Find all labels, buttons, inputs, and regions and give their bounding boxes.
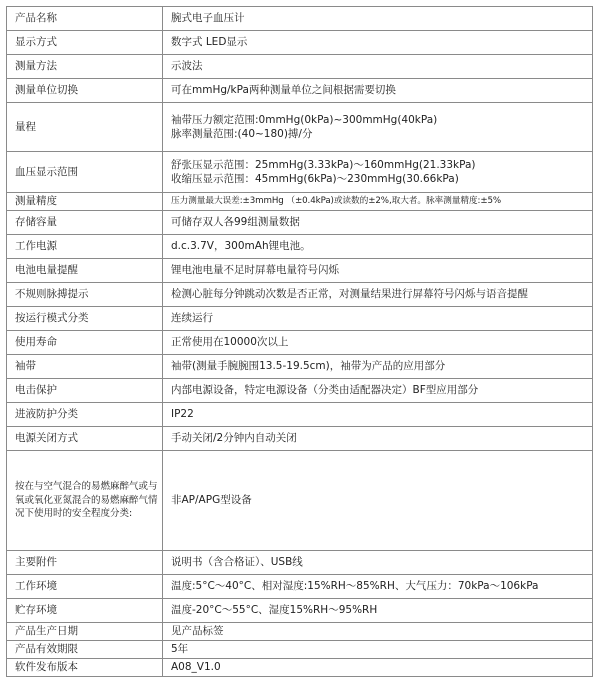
spec-value-line: 腕式电子血压计: [171, 12, 245, 25]
spec-row: [7, 211, 593, 235]
spec-value-line: 可在mmHg/kPa两种测量单位之间根据需要切换: [171, 84, 396, 97]
spec-key: 产品名称: [7, 7, 163, 31]
spec-value-line: 见产品标签: [171, 625, 224, 638]
spec-key: 按运行模式分类: [7, 307, 163, 331]
spec-row: [7, 193, 593, 211]
spec-value: [163, 307, 593, 331]
spec-key: 测量精度: [7, 193, 163, 211]
spec-key: 存储容量: [7, 211, 163, 235]
spec-row: [7, 79, 593, 103]
spec-key: 袖带: [7, 355, 163, 379]
spec-value-line: 正常使用在10000次以上: [171, 336, 289, 349]
spec-key: 进液防护分类: [7, 403, 163, 427]
spec-value: [163, 403, 593, 427]
spec-value-line: 手动关闭/2分钟内自动关闭: [171, 432, 297, 445]
spec-row: [7, 403, 593, 427]
spec-value: [163, 55, 593, 79]
spec-key: 血压显示范围: [7, 152, 163, 193]
spec-key: 量程: [7, 103, 163, 152]
spec-value-line: 检测心脏每分钟跳动次数是否正常，对测量结果进行屏幕符号闪烁与语音提醒: [171, 288, 528, 301]
spec-value-line: 非AP/APG型设备: [171, 494, 252, 507]
spec-value-line: 舒张压显示范围：25mmHg(3.33kPa)～160mmHg(21.33kPa): [171, 158, 476, 171]
spec-value: [163, 575, 593, 599]
spec-value-line: 锂电池电量不足时屏幕电量符号闪烁: [171, 264, 339, 277]
spec-row: [7, 55, 593, 79]
spec-value: [163, 193, 593, 211]
spec-row: [7, 307, 593, 331]
spec-value: [163, 152, 593, 193]
spec-value-line: 袖带(测量手腕腕围13.5-19.5cm)，袖带为产品的应用部分: [171, 360, 446, 373]
spec-table: [6, 6, 593, 677]
spec-value-line: 脉率测量范围:(40~180)搏/分: [171, 128, 313, 140]
spec-value-line: 数字式 LED显示: [171, 36, 248, 49]
spec-row: [7, 259, 593, 283]
spec-row: [7, 331, 593, 355]
spec-key: 电池电量提醒: [7, 259, 163, 283]
spec-row: [7, 379, 593, 403]
spec-key: 工作电源: [7, 235, 163, 259]
spec-key: 电击保护: [7, 379, 163, 403]
spec-value: [163, 451, 593, 551]
spec-value: [163, 641, 593, 659]
spec-value: [163, 331, 593, 355]
spec-key: 显示方式: [7, 31, 163, 55]
spec-row: [7, 7, 593, 31]
spec-value: [163, 31, 593, 55]
spec-value-line: 5年: [171, 643, 189, 656]
spec-key: 产品有效期限: [7, 641, 163, 659]
spec-key: 贮存环境: [7, 599, 163, 623]
spec-row: [7, 551, 593, 575]
spec-key: 使用寿命: [7, 331, 163, 355]
spec-row: [7, 451, 593, 551]
spec-row: [7, 152, 593, 193]
spec-row: [7, 599, 593, 623]
spec-row: [7, 355, 593, 379]
spec-key: 电源关闭方式: [7, 427, 163, 451]
spec-value: [163, 283, 593, 307]
spec-value: [163, 235, 593, 259]
spec-row: [7, 103, 593, 152]
spec-value-line: d.c.3.7V，300mAh锂电池。: [171, 240, 311, 253]
spec-value-line: 示波法: [171, 60, 203, 73]
spec-value: [163, 659, 593, 677]
spec-value-line: 内部电源设备，特定电源设备（分类由适配器决定）BF型应用部分: [171, 384, 479, 397]
spec-row: [7, 427, 593, 451]
spec-value-line: 温度-20°C～55°C、湿度15%RH～95%RH: [171, 604, 378, 617]
spec-value-line: 袖带压力额定范围:0mmHg(0kPa)~300mmHg(40kPa): [171, 113, 438, 126]
spec-value-line: 连续运行: [171, 312, 213, 325]
spec-value: [163, 623, 593, 641]
spec-value: [163, 599, 593, 623]
spec-value: [163, 355, 593, 379]
spec-value: [163, 379, 593, 403]
spec-value: [163, 259, 593, 283]
spec-key: 测量单位切换: [7, 79, 163, 103]
spec-value-line: 温度:5°C～40°C、相对湿度:15%RH～85%RH、大气压力：70kPa～106kPa: [171, 580, 539, 593]
spec-value-line: 收缩压显示范围：45mmHg(6kPa)～230mmHg(30.66kPa): [171, 173, 459, 185]
spec-value: [163, 79, 593, 103]
spec-row: [7, 623, 593, 641]
spec-value: [163, 7, 593, 31]
spec-row: [7, 283, 593, 307]
spec-row: [7, 659, 593, 677]
spec-value: [163, 103, 593, 152]
spec-key: 工作环境: [7, 575, 163, 599]
spec-row: [7, 641, 593, 659]
spec-row: [7, 575, 593, 599]
spec-key: 不规则脉搏提示: [7, 283, 163, 307]
spec-value-line: 压力测量最大误差:±3mmHg （±0.4kPa)或读数的±2%,取大者。脉率测量精度:±5%: [171, 195, 502, 206]
spec-table-body: [7, 7, 593, 677]
spec-value-line: A08_V1.0: [171, 661, 221, 674]
spec-row: [7, 235, 593, 259]
spec-value: [163, 551, 593, 575]
spec-value: [163, 211, 593, 235]
spec-row: [7, 31, 593, 55]
spec-value-line: 可储存双人各99组测量数据: [171, 216, 300, 229]
spec-key: 主要附件: [7, 551, 163, 575]
spec-key: 产品生产日期: [7, 623, 163, 641]
spec-value-line: 说明书（含合格证）、USB线: [171, 556, 303, 569]
spec-key: 按在与空气混合的易燃麻醉气或与氧或氧化亚氮混合的易燃麻醉气情况下使用时的安全程度分类:: [7, 451, 163, 551]
spec-value: [163, 427, 593, 451]
spec-value-line: IP22: [171, 408, 194, 421]
spec-key: 软件发布版本: [7, 659, 163, 677]
spec-key: 测量方法: [7, 55, 163, 79]
